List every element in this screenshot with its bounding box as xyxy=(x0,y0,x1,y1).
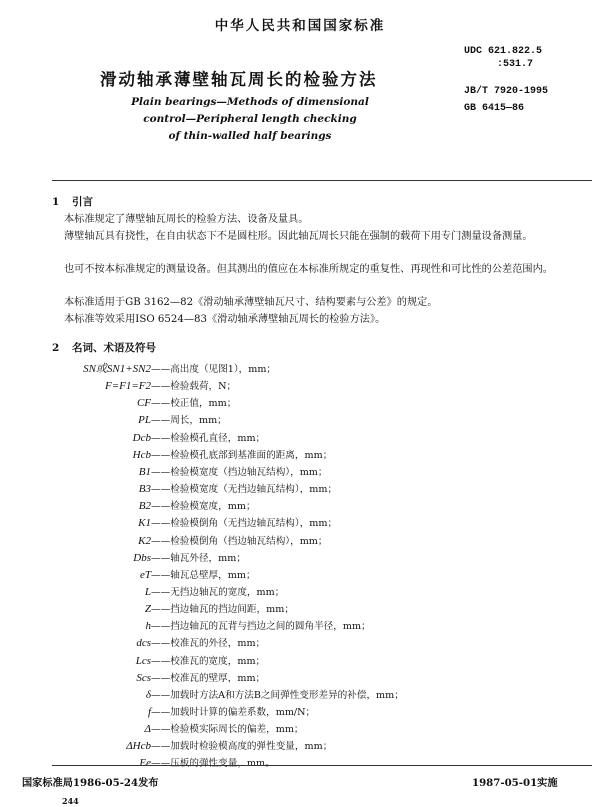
symbol-definition: ——无挡边轴瓦的宽度，mm； xyxy=(151,586,285,598)
udc-code-suffix: :531.7 xyxy=(497,59,534,70)
symbol: CF xyxy=(136,397,151,410)
section-number: 2 xyxy=(52,342,60,354)
section-title: 名词、术语及符号 xyxy=(72,342,156,354)
symbol-definition-row xyxy=(0,671,600,686)
symbol-definition: ——检验模宽度，mm； xyxy=(151,501,256,513)
symbol-definition: ——检验模孔底部到基准面的距离，mm； xyxy=(151,449,333,461)
symbol-definition: ——轴瓦总壁厚，mm； xyxy=(151,569,256,581)
symbol-definition: ——轴瓦外径，mm； xyxy=(151,552,246,564)
symbol-definition-row xyxy=(0,636,600,651)
symbol-definition-row xyxy=(0,499,600,514)
symbol-definition-row xyxy=(0,654,600,669)
gb-standard-number: GB 6415—86 xyxy=(464,103,525,114)
section-2-heading xyxy=(52,340,156,355)
symbol-definition-row xyxy=(0,722,600,737)
symbol: δ xyxy=(145,688,151,701)
symbol: Dbs xyxy=(133,551,151,564)
paragraph: 本标准规定了薄壁轴瓦周长的检验方法、设备及量具。 xyxy=(64,214,309,225)
section-1-heading xyxy=(52,194,93,209)
symbol: Dcb xyxy=(132,431,151,444)
symbol-definition-row xyxy=(0,396,600,411)
symbol: PL xyxy=(138,414,151,427)
symbol-definition-row xyxy=(0,379,600,394)
symbol-definition: ——校准瓦的壁厚，mm； xyxy=(151,672,266,684)
symbol-definition: ——加载时计算的偏差系数，mm/N； xyxy=(151,707,316,718)
symbol: eT xyxy=(140,568,151,581)
paragraph: 本标准适用于GB 3162—82《滑动轴承薄壁轴瓦尺寸、结构要素与公差》的规定。 xyxy=(64,297,438,308)
symbol: Ee xyxy=(139,757,151,770)
symbol-definition: ——挡边轴瓦的瓦背与挡边之间的圆角半径，mm； xyxy=(151,621,371,633)
symbol: ΔHcb xyxy=(126,740,151,753)
symbol: B1 xyxy=(138,465,151,478)
issuing-authority-header: 中华人民共和国国家标准 xyxy=(214,18,386,34)
section-number: 1 xyxy=(52,196,60,208)
symbol-definition: ——挡边轴瓦的挡边间距，mm； xyxy=(151,604,294,616)
symbol-definition-row xyxy=(0,448,600,463)
symbol-definition: ——加载时方法A和方法B之间弹性变形差异的补偿，mm； xyxy=(151,689,404,701)
symbol-definition-row xyxy=(0,568,600,583)
symbol-definition: ——检验模倒角（挡边轴瓦结构），mm； xyxy=(151,535,328,547)
document-title-en-line-3: of thin-walled half bearings xyxy=(168,130,332,142)
symbol-definition: ——加载时检验模高度的弹性变量，mm； xyxy=(151,741,333,753)
header-divider xyxy=(52,180,592,181)
document-title-en-line-1: Plain bearings—Methods of dimensional xyxy=(131,96,369,108)
symbol: f xyxy=(147,706,151,718)
symbol: h xyxy=(145,620,151,633)
symbol-definition-row xyxy=(0,688,600,703)
symbol-definition: ——校准瓦的宽度，mm； xyxy=(151,655,266,667)
symbol: SN或SN1+SN2 xyxy=(83,363,151,375)
symbol-definition-row xyxy=(0,362,600,377)
paragraph: 也可不按本标准规定的测量设备。但其测出的值应在本标准所规定的重复性、再现性和可比性的公差范围内。 xyxy=(64,264,553,275)
symbol-definition-row xyxy=(0,431,600,446)
paragraph: 本标准等效采用ISO 6524—83《滑动轴承薄壁轴瓦周长的检验方法》。 xyxy=(64,314,386,325)
symbol-definition: ——检验模孔直径，mm； xyxy=(151,432,266,444)
symbol-definition-row xyxy=(0,534,600,549)
symbol-definition: ——压板的弹性变量，mm。 xyxy=(151,758,275,770)
jbt-standard-number: JB/T 7920-1995 xyxy=(464,86,549,97)
symbol-definition: ——高出度（见图1），mm； xyxy=(151,364,277,375)
symbol-definition-row xyxy=(0,482,600,497)
symbol-definition-row xyxy=(0,619,600,634)
issue-date: 国家标准局1986-05-24发布 xyxy=(22,777,159,789)
udc-code: UDC 621.822.5 xyxy=(464,46,543,57)
symbol-definition-row xyxy=(0,465,600,480)
symbol: B2 xyxy=(138,500,151,513)
symbol: K1 xyxy=(138,517,151,530)
symbol: Hcb xyxy=(132,448,151,461)
section-title: 引言 xyxy=(72,196,93,208)
symbol-definition: ——检验模实际周长的偏差，mm； xyxy=(151,724,304,736)
symbol: Z xyxy=(144,603,151,616)
document-title-en-line-2: control—Peripheral length checking xyxy=(143,113,357,125)
symbol: L xyxy=(144,585,151,598)
symbol-definition-row xyxy=(0,705,600,720)
symbol: Lcs xyxy=(135,654,151,667)
paragraph: 薄壁轴瓦具有挠性，在自由状态下不是圆柱形。因此轴瓦周长只能在强制的载荷下用专门测量设备测量。 xyxy=(64,231,533,242)
symbol-definition-row xyxy=(0,756,600,771)
symbol-definition: ——检验模倒角（无挡边轴瓦结构），mm； xyxy=(151,518,338,530)
symbol-definition: ——检验载荷，N； xyxy=(151,381,237,393)
symbol-definition-row xyxy=(0,516,600,531)
symbol: Scs xyxy=(136,671,151,684)
symbol-definition-row xyxy=(0,551,600,566)
symbol: K2 xyxy=(138,534,151,547)
symbol: B3 xyxy=(138,483,151,496)
footer-divider xyxy=(52,765,592,766)
page-number: 244 xyxy=(62,796,79,806)
symbol-definition: ——校准瓦的外径，mm； xyxy=(151,638,266,650)
symbol-definition-row xyxy=(0,585,600,600)
symbol: F=F1=F2 xyxy=(104,380,151,393)
document-title-cn: 滑动轴承薄壁轴瓦周长的检验方法 xyxy=(100,70,378,89)
symbol-definition: ——周长，mm； xyxy=(151,415,227,427)
symbol-definition: ——检验模宽度（无挡边轴瓦结构），mm； xyxy=(151,484,338,496)
symbol: dcs xyxy=(136,637,151,650)
symbol-definition-row xyxy=(0,413,600,428)
symbol-definition-row xyxy=(0,739,600,754)
symbol: Δ xyxy=(144,723,151,736)
symbol-definition: ——检验模宽度（挡边轴瓦结构），mm； xyxy=(151,466,328,478)
effective-date: 1987-05-01实施 xyxy=(472,777,558,789)
symbol-definition: ——校正值，mm； xyxy=(151,398,237,410)
symbol-definition-row xyxy=(0,602,600,617)
